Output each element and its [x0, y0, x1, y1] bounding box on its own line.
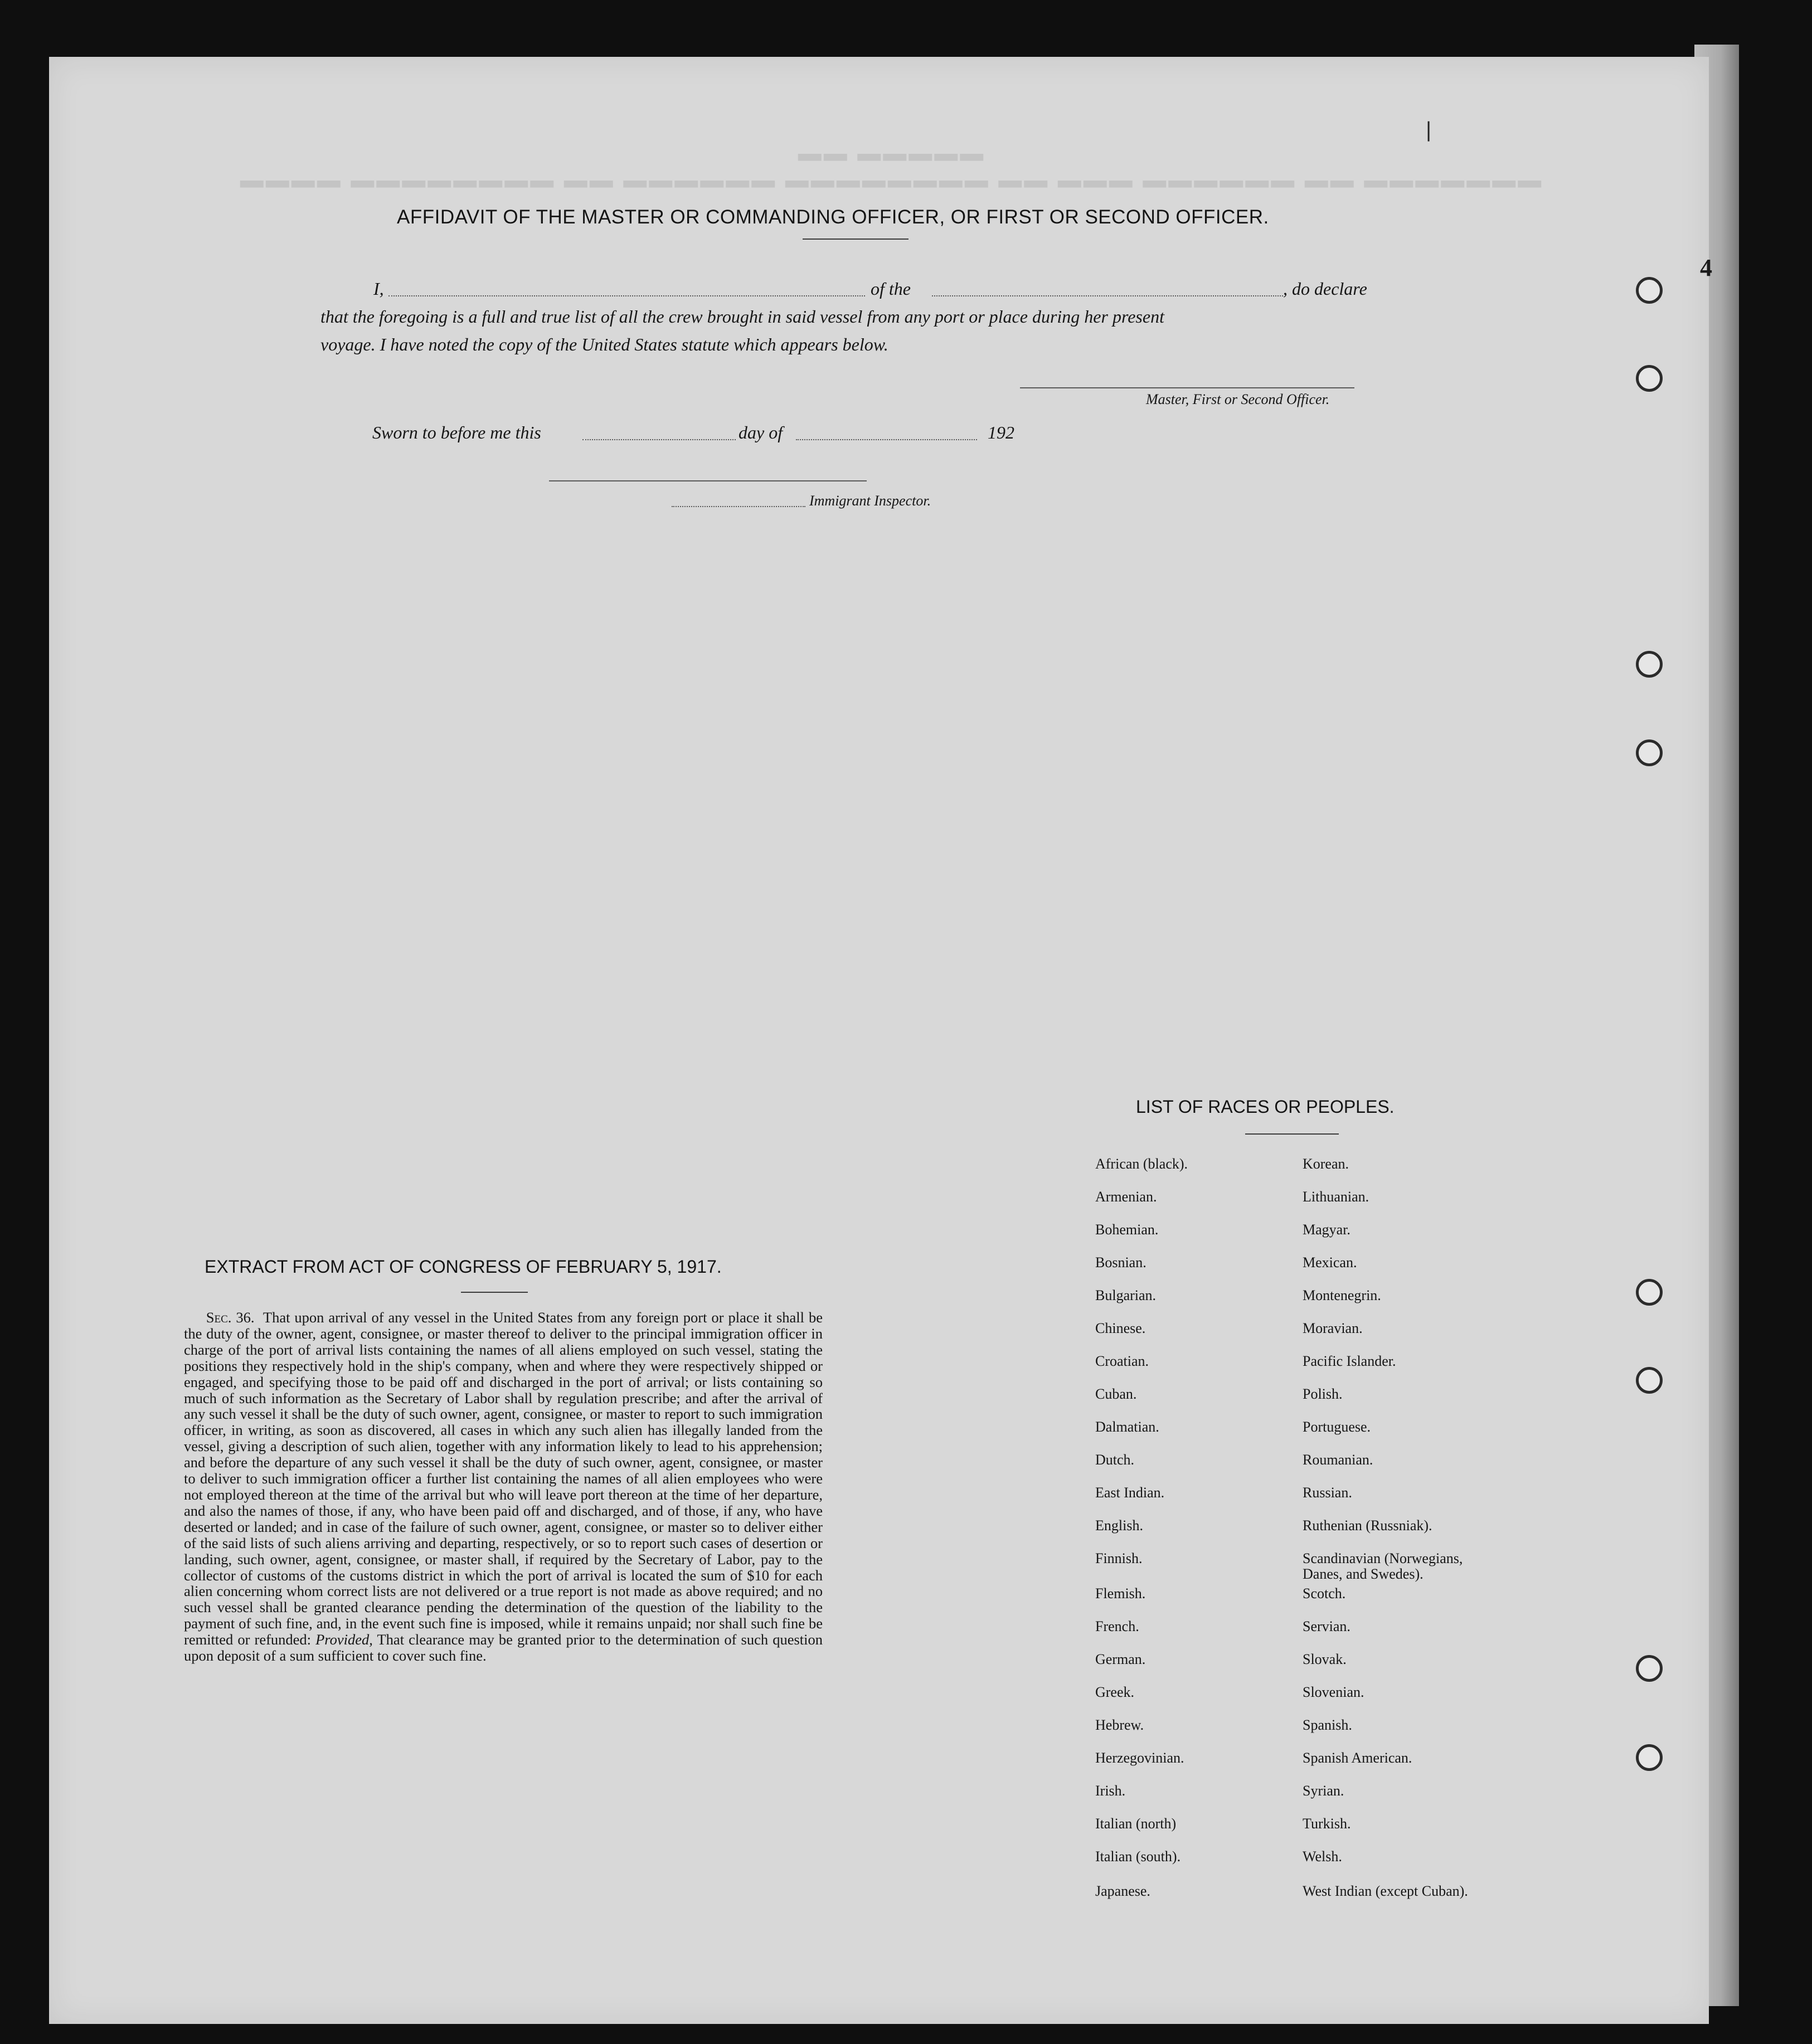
race-item: Roumanian. — [1303, 1452, 1373, 1468]
race-item: Russian. — [1303, 1485, 1352, 1501]
affidavit-statement-line-3: voyage. I have noted the copy of the United States statute which appears below. — [320, 334, 888, 354]
race-item: Hebrew. — [1095, 1717, 1144, 1733]
extract-section-text — [184, 1310, 823, 1664]
race-item: Syrian. — [1303, 1783, 1344, 1799]
race-item: Chinese. — [1095, 1320, 1146, 1336]
race-item: Herzegovinian. — [1095, 1750, 1184, 1766]
punch-hole-icon — [1636, 365, 1663, 392]
race-item: Scotch. — [1303, 1585, 1346, 1602]
race-item: Flemish. — [1095, 1585, 1146, 1602]
race-item: Mexican. — [1303, 1254, 1357, 1271]
races-title-rule — [1245, 1133, 1339, 1135]
races-left-column — [1095, 1156, 1307, 1914]
master-signature-field[interactable] — [1020, 387, 1354, 388]
master-name-field[interactable] — [388, 295, 865, 296]
race-item: Moravian. — [1303, 1320, 1363, 1336]
inspector-label: Immigrant Inspector. — [809, 493, 931, 509]
sworn-day-of-label: day of — [739, 422, 783, 442]
race-item: Welsh. — [1303, 1848, 1342, 1865]
races-title: LIST OF RACES OR PEOPLES. — [1136, 1097, 1395, 1117]
extract-title: EXTRACT FROM ACT OF CONGRESS OF FEBRUARY 5, 1917. — [205, 1257, 722, 1277]
race-item: German. — [1095, 1651, 1146, 1667]
race-item: Italian (south). — [1095, 1848, 1181, 1865]
sworn-prefix-label: Sworn to before me this — [372, 422, 541, 442]
race-item: Armenian. — [1095, 1189, 1157, 1205]
race-item: Lithuanian. — [1303, 1189, 1369, 1205]
punch-hole-icon — [1636, 277, 1663, 304]
race-item: Bosnian. — [1095, 1254, 1147, 1271]
race-item: Cuban. — [1095, 1386, 1137, 1402]
affidavit-of-the-label: of the — [871, 279, 911, 299]
affidavit-title: AFFIDAVIT OF THE MASTER OR COMMANDING OFFICER, OR FIRST OR SECOND OFFICER. — [397, 206, 1269, 228]
handwritten-mark: ❘ — [1420, 119, 1437, 141]
signature-label: Master, First or Second Officer. — [1146, 391, 1330, 407]
section-label: Sec. 36. — [206, 1309, 255, 1326]
sworn-month-field[interactable] — [796, 439, 977, 440]
race-item: Scandinavian (Norwegians, Danes, and Swedes). — [1303, 1550, 1463, 1582]
bleed-through-text: ▬▬▬▬ ▬▬▬▬▬▬▬▬ ▬▬ ▬▬▬▬▬▬ ▬▬▬▬▬▬▬▬ ▬▬ ▬▬▬ ▬▬▬▬▬▬ ▬▬ ▬▬▬▬▬▬▬ ▬▬ ▬▬▬▬▬ — [240, 148, 1544, 201]
punch-hole-icon — [1636, 739, 1663, 766]
race-item: Spanish. — [1303, 1717, 1352, 1733]
section-provided: Provided, — [315, 1631, 373, 1648]
race-item: Turkish. — [1303, 1816, 1351, 1832]
race-item: Korean. — [1303, 1156, 1349, 1172]
punch-hole-icon — [1636, 1279, 1663, 1306]
races-right-column — [1303, 1156, 1537, 1914]
race-item: West Indian (except Cuban). — [1303, 1883, 1468, 1899]
race-item: African (black). — [1095, 1156, 1188, 1172]
race-item: Dalmatian. — [1095, 1419, 1159, 1435]
race-item: Japanese. — [1095, 1883, 1150, 1899]
race-item: Greek. — [1095, 1684, 1135, 1700]
race-item: Magyar. — [1303, 1221, 1351, 1238]
race-item: Servian. — [1303, 1618, 1351, 1634]
affidavit-i-label: I, — [373, 279, 384, 299]
sworn-day-field[interactable] — [582, 439, 736, 440]
section-body-b: That clearance may be granted prior to the determination of such question upon deposit of a sum sufficient to cover such fine. — [184, 1631, 823, 1665]
race-item: Spanish American. — [1303, 1750, 1412, 1766]
race-item: Slovak. — [1303, 1651, 1347, 1667]
punch-hole-icon — [1636, 1655, 1663, 1682]
sworn-year-label: 192 — [988, 422, 1014, 442]
extract-title-rule — [461, 1292, 528, 1293]
race-item: Croatian. — [1095, 1353, 1149, 1369]
punch-hole-icon — [1636, 1744, 1663, 1771]
race-item: Bulgarian. — [1095, 1287, 1157, 1303]
race-item: Portuguese. — [1303, 1419, 1371, 1435]
punch-hole-icon — [1636, 651, 1663, 678]
race-item: Montenegrin. — [1303, 1287, 1381, 1303]
section-body-a: That upon arrival of any vessel in the United States from any foreign port or place it shall be the duty of the owner, agent, consignee, or master thereof to deliver to the principal immigration officer in charge of the port of arrival lists containing the names of all aliens employed on such vessel, stating the positions they respectively hold in the ship's company, when and where they were respectively shipped or engaged, and specifying those to be paid off and discharged in the port of arrival; or lists containing so much of such information as the Secretary of Labor shall by regulation prescribe; and after the arrival of any such vessel it shall be the duty of such owner, agent, consignee, or master to report to such immigration officer, in writing, as soon as discovered, all cases in which any such alien has illegally landed from the vessel, giving a description of such alien, together with any information likely to lead to his apprehension; and before the departure of any such vessel it shall be the duty of such owner, agent, consignee, or master to deliver to such immigration officer a further list containing the names of all alien employees who were not employed thereon at the time of the arrival but who will leave port thereon at the time of her departure, and also the names of those, if any, who have been paid off and discharged, and of those, if any, who have deserted or landed; and in case of the failure of such owner, agent, consignee, or master so to deliver either of the said lists of such aliens arriving and departing, respectively, or so to report such cases of desertion or landing, such owner, agent, consignee, or master shall, if required by the Secretary of Labor, pay to the collector of customs of the customs district in which the port of arrival is located the sum of $10 for each alien concerning whom correct lists are not delivered or a true report is not made as above required; and no such vessel shall be granted clearance pending the determination of the question of the liability to the payment of such fine, and, in the event such fine is imposed, while it remains unpaid; nor shall such fine be remitted or refunded: — [184, 1309, 823, 1648]
affidavit-statement-line-2: that the foregoing is a full and true list of all the crew brought in said vessel from any port or place during her present — [320, 306, 1164, 327]
race-item: Irish. — [1095, 1783, 1126, 1799]
page-number: 4 — [1700, 254, 1712, 281]
race-item: Dutch. — [1095, 1452, 1135, 1468]
race-item: East Indian. — [1095, 1485, 1165, 1501]
race-item: French. — [1095, 1618, 1139, 1634]
race-item: Ruthenian (Russniak). — [1303, 1517, 1432, 1534]
race-item: Italian (north) — [1095, 1816, 1177, 1832]
race-item: Pacific Islander. — [1303, 1353, 1396, 1369]
race-item: Slovenian. — [1303, 1684, 1364, 1700]
inspector-signature-field[interactable] — [672, 506, 805, 507]
affidavit-declare-label: , do declare — [1283, 279, 1367, 299]
race-item: Polish. — [1303, 1386, 1343, 1402]
vessel-name-field[interactable] — [932, 295, 1283, 296]
race-item: English. — [1095, 1517, 1143, 1534]
race-item: Finnish. — [1095, 1550, 1143, 1566]
race-item: Bohemian. — [1095, 1221, 1159, 1238]
affidavit-title-rule — [803, 239, 909, 240]
inspector-signature-line-upper[interactable] — [549, 480, 867, 481]
punch-hole-icon — [1636, 1367, 1663, 1394]
